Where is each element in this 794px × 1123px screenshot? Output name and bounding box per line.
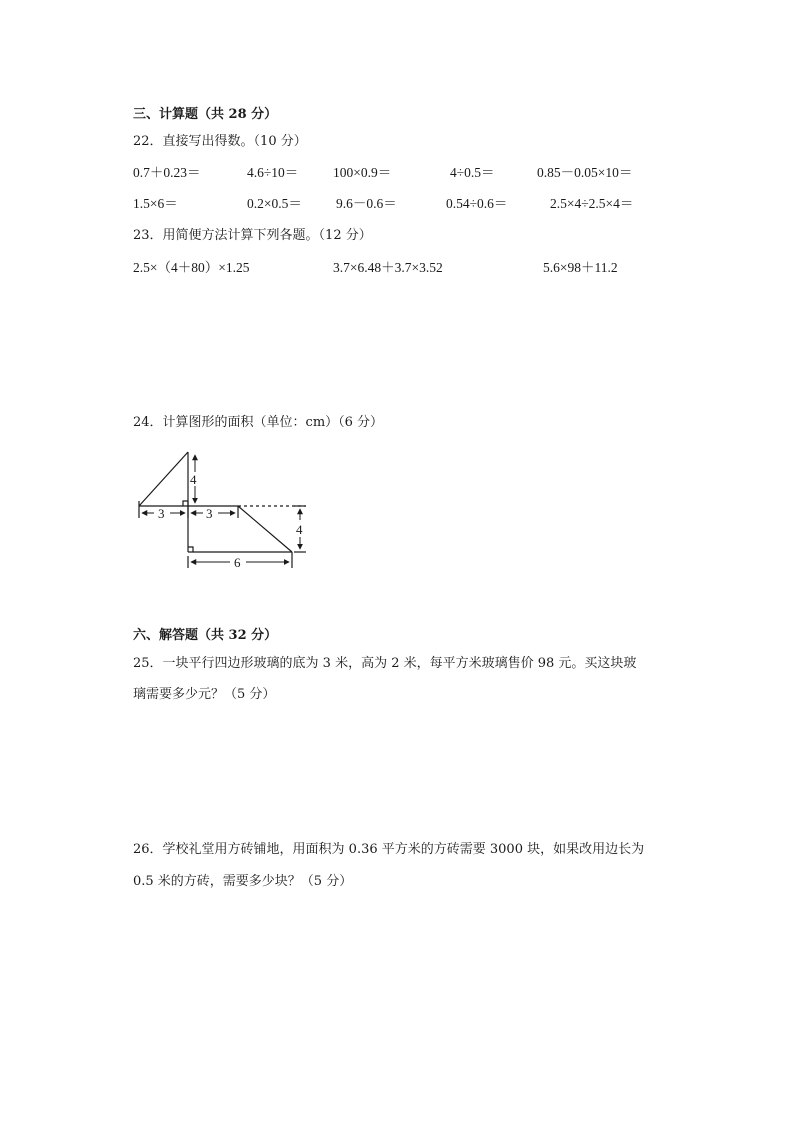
q22-expr-7: 0.2×0.5＝ xyxy=(247,196,302,211)
trapezoid-slant-side xyxy=(238,506,292,552)
label-triangle-height: 4 xyxy=(190,472,197,487)
q22-expr-9: 0.54÷0.6＝ xyxy=(446,196,508,211)
q23-expr-3: 5.6×98＋11.2 xyxy=(543,260,618,275)
question-25-line-1: 25．一块平行四边形玻璃的底为 3 米，高为 2 米，每平方米玻璃售价 98 元。买这块玻 xyxy=(133,656,637,671)
q22-expr-1: 0.7＋0.23＝ xyxy=(133,165,201,180)
triangle-hypotenuse xyxy=(139,452,188,506)
label-trapezoid-top: 3 xyxy=(206,506,213,521)
section-title-word-problems: 六、解答题（共 32 分） xyxy=(133,628,278,643)
q22-expr-10: 2.5×4÷2.5×4＝ xyxy=(550,196,634,211)
question-22-title: 22．直接写出得数。（10 分） xyxy=(133,134,307,149)
label-trapezoid-height: 4 xyxy=(296,522,303,537)
question-25-line-2: 璃需要多少元？（5 分） xyxy=(133,687,276,702)
q22-expr-8: 9.6－0.6＝ xyxy=(336,196,397,211)
q23-expr-1: 2.5×（4＋80）×1.25 xyxy=(133,260,250,275)
section-title-calculation: 三、计算题（共 28 分） xyxy=(133,107,278,122)
q23-expr-2: 3.7×6.48＋3.7×3.52 xyxy=(333,260,443,275)
q22-expr-5: 0.85－0.05×10＝ xyxy=(537,165,633,180)
question-24-title: 24．计算图形的面积（单位：cm）（6 分） xyxy=(133,415,384,430)
q22-expr-6: 1.5×6＝ xyxy=(133,196,178,211)
area-figure xyxy=(125,440,315,575)
question-23-title: 23．用简便方法计算下列各题。（12 分） xyxy=(133,228,372,243)
label-trapezoid-bottom: 6 xyxy=(234,555,241,570)
q22-expr-2: 4.6÷10＝ xyxy=(247,165,299,180)
q22-expr-3: 100×0.9＝ xyxy=(333,165,392,180)
question-26-line-2: 0.5 米的方砖，需要多少块？（5 分） xyxy=(133,874,353,889)
label-triangle-base: 3 xyxy=(158,506,165,521)
question-26-line-1: 26．学校礼堂用方砖铺地，用面积为 0.36 平方米的方砖需要 3000 块，如果改用边长为 xyxy=(133,842,645,857)
q22-expr-4: 4÷0.5＝ xyxy=(450,165,495,180)
